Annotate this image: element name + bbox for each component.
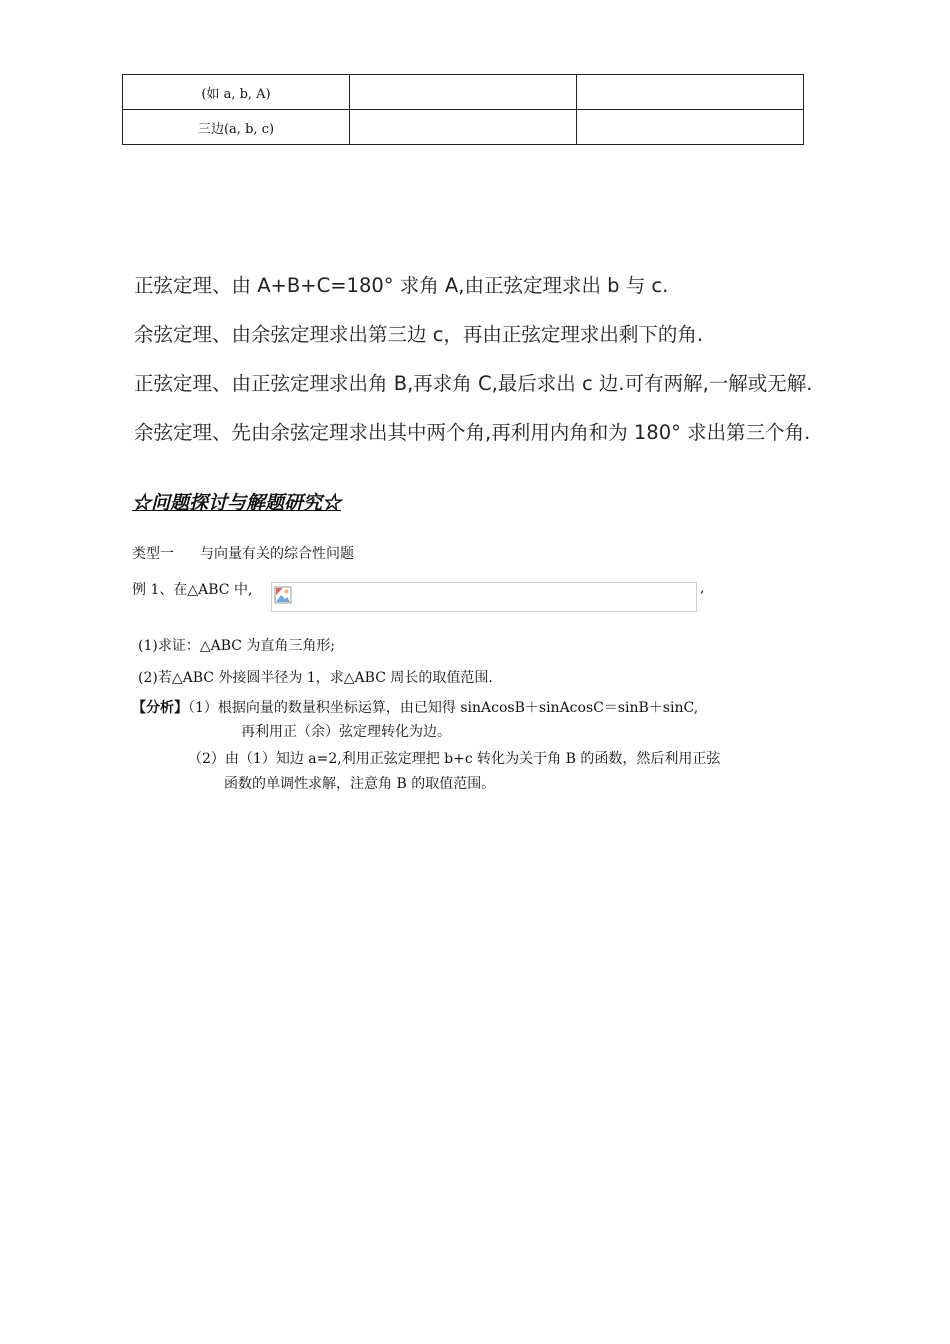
broken-image-icon — [274, 586, 292, 604]
answer-line-1: 正弦定理、由 A+B+C=180° 求角 A,由正弦定理求出 b 与 c. — [134, 274, 669, 297]
type-line — [132, 543, 354, 563]
analysis-line-2: （2）由（1）知边 a=2,利用正弦定理把 b+c 转化为关于角 B 的函数，然后利用正弦 — [188, 751, 721, 767]
answer-line-4: 余弦定理、先由余弦定理求出其中两个角,再利用内角和为 180° 求出第三个角. — [134, 421, 811, 444]
answer-line-2: 余弦定理、由余弦定理求出第三边 c，再由正弦定理求出剩下的角. — [134, 323, 704, 346]
cases-table — [122, 74, 804, 145]
question-2: (2)若△ABC 外接圆半径为 1，求△ABC 周长的取值范围. — [138, 670, 493, 686]
table-cell — [350, 75, 577, 110]
formula-image-placeholder — [271, 582, 697, 612]
type-title: 与向量有关的综合性问题 — [200, 546, 354, 562]
analysis-line-2b: 函数的单调性求解，注意角 B 的取值范围。 — [224, 776, 496, 792]
table-cell — [577, 110, 804, 145]
table-cell: (如 a, b, A) — [123, 75, 350, 110]
analysis-part-1a: （1）根据向量的数量积坐标运算，由已知得 sinAcosB＋sinAcosC＝sinB＋sinC, — [188, 700, 699, 716]
table-row — [123, 75, 804, 110]
example-prefix: 例 1、在△ABC 中, — [132, 582, 253, 598]
answers-block — [134, 268, 934, 464]
example-suffix: , — [700, 580, 705, 596]
section-heading: ☆问题探讨与解题研究☆ — [132, 492, 342, 514]
analysis-line-1 — [132, 697, 698, 717]
analysis-label: 【分析】 — [132, 700, 188, 716]
table-cell — [577, 75, 804, 110]
question-1: (1)求证：△ABC 为直角三角形; — [138, 638, 336, 654]
type-label: 类型一 — [132, 546, 174, 562]
table-cell — [350, 110, 577, 145]
answer-line-3: 正弦定理、由正弦定理求出角 B,再求角 C,最后求出 c 边.可有两解,一解或无解. — [134, 372, 813, 395]
analysis-line-1b: 再利用正（余）弦定理转化为边。 — [241, 724, 451, 740]
table-cell: 三边(a, b, c) — [123, 110, 350, 145]
table-row — [123, 110, 804, 145]
